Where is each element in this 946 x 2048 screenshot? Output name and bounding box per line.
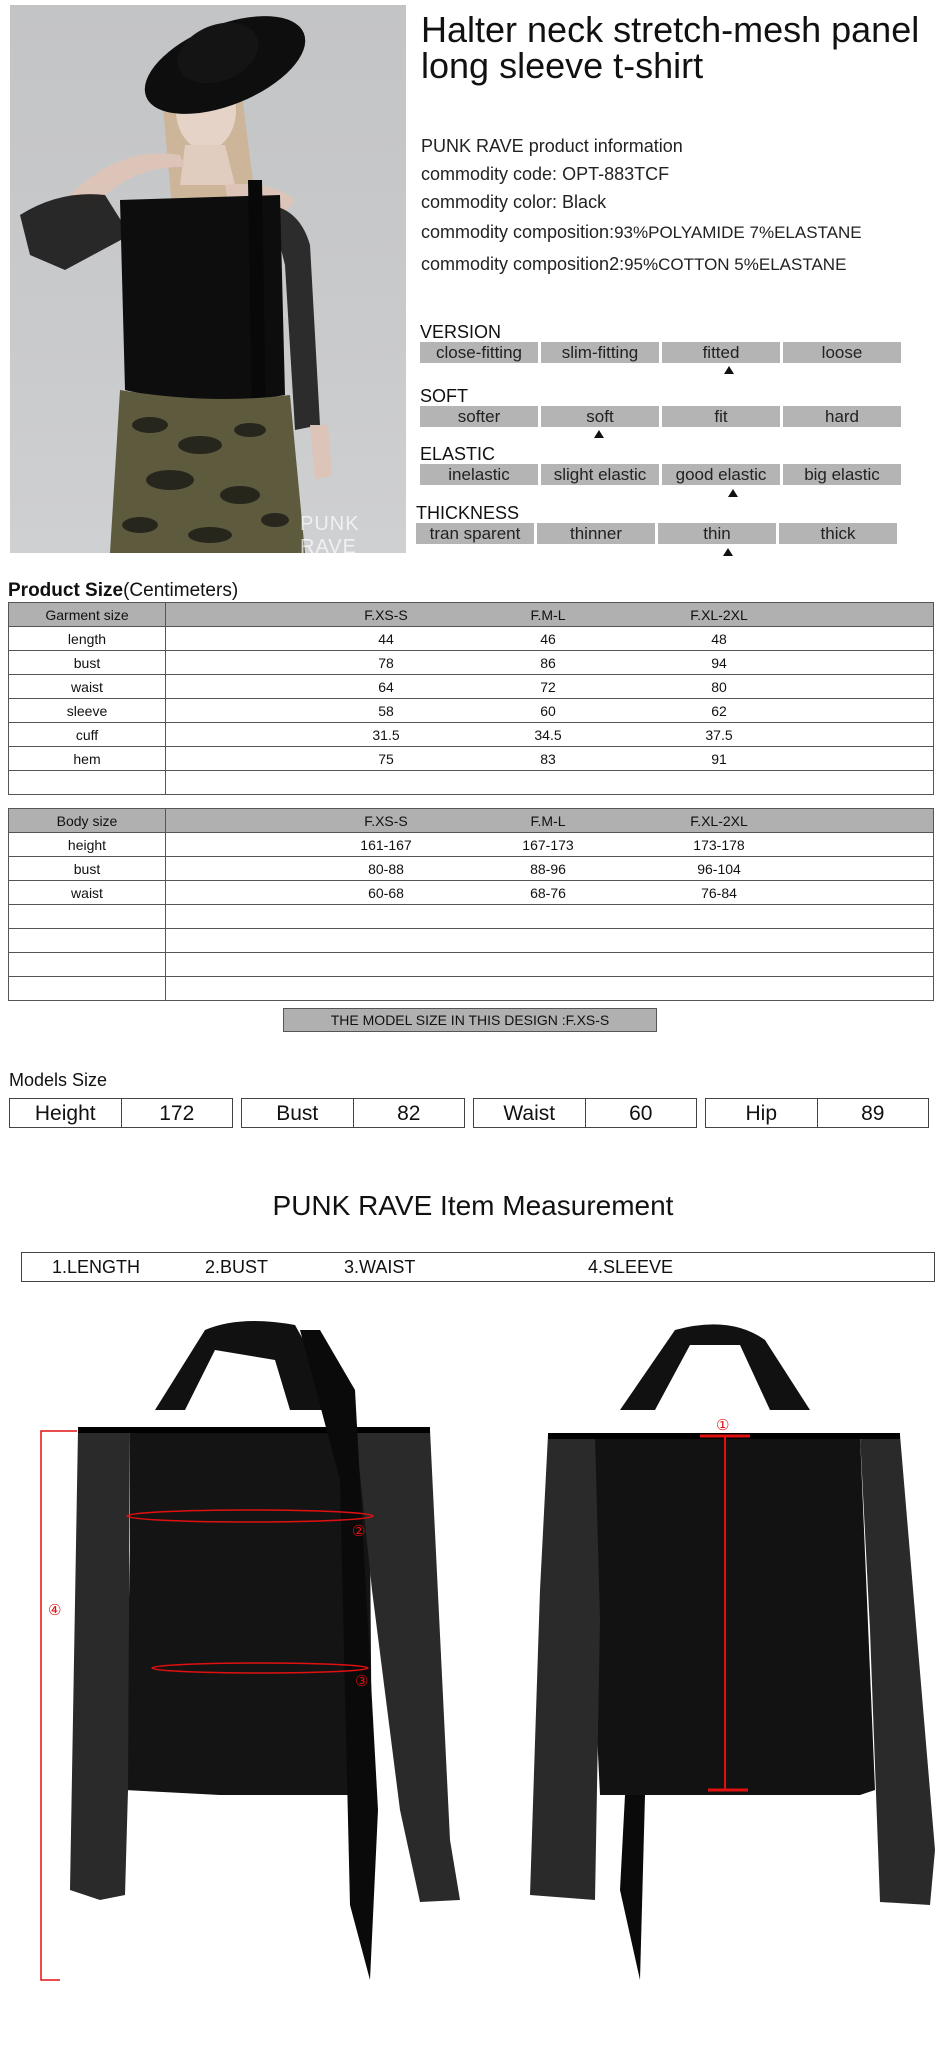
color-value: Black xyxy=(562,192,607,212)
marker-1: ① xyxy=(716,1416,730,1434)
table-cell: 58 xyxy=(378,702,394,719)
scale-option: big elastic xyxy=(783,464,901,485)
row-label: waist xyxy=(9,675,166,699)
row-values xyxy=(166,651,934,675)
table-cell: 48 xyxy=(711,630,727,647)
scale-option: fit xyxy=(662,406,780,427)
empty-cell xyxy=(166,929,934,953)
scale-option-selected: thin xyxy=(658,523,776,544)
table-cell: 44 xyxy=(378,630,394,647)
scale-elastic xyxy=(420,444,920,485)
table-row-empty xyxy=(9,929,934,953)
table-cell: 173-178 xyxy=(693,836,745,853)
row-values xyxy=(166,699,934,723)
header-cell: Garment size xyxy=(9,603,166,627)
scale-version xyxy=(420,322,920,363)
header-values xyxy=(166,809,934,833)
marker-4: ④ xyxy=(48,1601,62,1619)
row-label: cuff xyxy=(9,723,166,747)
legend-item: 2.BUST xyxy=(205,1257,269,1277)
commodity-code xyxy=(421,160,862,188)
table-cell: 91 xyxy=(711,750,727,767)
garment-back-image xyxy=(530,1324,935,1980)
model-measure-height xyxy=(9,1098,233,1128)
measure-value: 82 xyxy=(397,1102,421,1125)
heading-unit: (Centimeters) xyxy=(123,580,239,601)
measurement-title: PUNK RAVE Item Measurement xyxy=(272,1190,674,1221)
table-cell: 161-167 xyxy=(360,836,412,853)
composition2-value: 95%COTTON 5%ELASTANE xyxy=(624,255,847,274)
empty-cell xyxy=(9,771,166,795)
table-cell: 88-96 xyxy=(530,860,566,877)
row-label: waist xyxy=(9,881,166,905)
product-size-heading xyxy=(8,580,238,602)
composition-value: 93%POLYAMIDE 7%ELASTANE xyxy=(614,223,862,242)
table-row-empty xyxy=(9,905,934,929)
selected-marker-icon xyxy=(724,366,734,374)
empty-cell xyxy=(9,929,166,953)
table-row xyxy=(9,651,934,675)
measure-label: Bust xyxy=(242,1099,354,1127)
scale-option-selected: soft xyxy=(541,406,659,427)
model-measure-waist xyxy=(473,1098,697,1128)
header-cell: F.M-L xyxy=(530,606,566,623)
table-row xyxy=(9,723,934,747)
table-cell: 76-84 xyxy=(701,884,737,901)
empty-cell xyxy=(9,953,166,977)
empty-cell xyxy=(9,977,166,1001)
scale-option: inelastic xyxy=(420,464,538,485)
model-photo xyxy=(10,5,406,553)
garment-front-image xyxy=(70,1321,460,1980)
row-label: hem xyxy=(9,747,166,771)
scale-option: hard xyxy=(783,406,901,427)
measurement-diagram xyxy=(0,1290,946,2048)
code-label: commodity code: xyxy=(421,164,563,184)
selected-marker-icon xyxy=(594,430,604,438)
model-measure-bust xyxy=(241,1098,465,1128)
scale-option: loose xyxy=(783,342,901,363)
table-cell: 83 xyxy=(540,750,556,767)
empty-cell xyxy=(9,905,166,929)
measure-label: Hip xyxy=(706,1099,818,1127)
table-cell: 78 xyxy=(378,654,394,671)
legend-item: 1.LENGTH xyxy=(52,1257,141,1277)
row-label: height xyxy=(9,833,166,857)
table-row xyxy=(9,699,934,723)
product-info xyxy=(421,132,862,280)
scale-option: thinner xyxy=(537,523,655,544)
measure-label: Waist xyxy=(474,1099,586,1127)
table-row xyxy=(9,675,934,699)
table-cell: 37.5 xyxy=(705,726,733,743)
table-cell: 68-76 xyxy=(530,884,566,901)
scale-option: slight elastic xyxy=(541,464,659,485)
measure-value: 60 xyxy=(629,1102,653,1125)
table-header-row xyxy=(9,603,934,627)
table-cell: 80 xyxy=(711,678,727,695)
row-values xyxy=(166,857,934,881)
commodity-color xyxy=(421,188,862,216)
model-illustration xyxy=(10,5,406,553)
empty-cell xyxy=(166,977,934,1001)
garment-size-table xyxy=(8,602,934,795)
table-header-row xyxy=(9,809,934,833)
table-cell: 46 xyxy=(540,630,556,647)
heading-bold: Product Size xyxy=(8,580,124,601)
scale-option: thick xyxy=(779,523,897,544)
legend-item: 4.SLEEVE xyxy=(588,1257,674,1277)
row-values xyxy=(166,747,934,771)
row-values xyxy=(166,723,934,747)
body-size-table xyxy=(8,808,934,1001)
scale-thickness xyxy=(416,503,916,544)
table-row xyxy=(9,833,934,857)
table-cell: 80-88 xyxy=(368,860,404,877)
measure-value: 89 xyxy=(861,1102,885,1125)
table-cell: 31.5 xyxy=(372,726,400,743)
table-cell: 96-104 xyxy=(697,860,741,877)
models-size-title: Models Size xyxy=(9,1070,108,1090)
empty-cell xyxy=(166,905,934,929)
measure-value: 172 xyxy=(159,1102,195,1125)
brand-watermark: PUNK RAVE xyxy=(300,513,360,553)
row-values xyxy=(166,833,934,857)
table-cell: 72 xyxy=(540,678,556,695)
row-label: length xyxy=(9,627,166,651)
row-values xyxy=(166,627,934,651)
row-label: bust xyxy=(9,651,166,675)
scale-option: slim-fitting xyxy=(541,342,659,363)
marker-3: ③ xyxy=(355,1672,369,1690)
scale-option: close-fitting xyxy=(420,342,538,363)
table-cell: 64 xyxy=(378,678,394,695)
info-heading: PUNK RAVE product information xyxy=(421,136,683,156)
selected-marker-icon xyxy=(723,548,733,556)
composition2-label: commodity composition2: xyxy=(421,254,625,274)
table-cell: 86 xyxy=(540,654,556,671)
table-cell: 34.5 xyxy=(534,726,562,743)
model-size-note: THE MODEL SIZE IN THIS DESIGN :F.XS-S xyxy=(283,1008,657,1032)
header-cell: Body size xyxy=(9,809,166,833)
scale-label: THICKNESS xyxy=(416,503,520,523)
table-cell: 167-173 xyxy=(522,836,574,853)
empty-cell xyxy=(166,771,934,795)
scale-soft xyxy=(420,386,920,427)
scale-option-selected: good elastic xyxy=(662,464,780,485)
header-cell: F.XS-S xyxy=(364,606,408,623)
header-cell: F.XS-S xyxy=(364,812,408,829)
table-cell: 62 xyxy=(711,702,727,719)
color-label: commodity color: xyxy=(421,192,563,212)
row-values xyxy=(166,881,934,905)
models-size-row xyxy=(9,1098,929,1128)
scale-option-selected: fitted xyxy=(662,342,780,363)
table-row xyxy=(9,627,934,651)
empty-cell xyxy=(166,953,934,977)
scale-label: ELASTIC xyxy=(420,444,496,464)
table-row xyxy=(9,747,934,771)
table-cell: 75 xyxy=(378,750,394,767)
row-label: sleeve xyxy=(9,699,166,723)
scale-option: tran sparent xyxy=(416,523,534,544)
row-values xyxy=(166,675,934,699)
header-cell: F.XL-2XL xyxy=(690,812,748,829)
marker-2: ② xyxy=(352,1522,366,1540)
commodity-composition-2 xyxy=(421,248,862,280)
header-cell: F.M-L xyxy=(530,812,566,829)
header-cell: F.XL-2XL xyxy=(690,606,748,623)
code-value: OPT-883TCF xyxy=(562,164,670,184)
table-cell: 60-68 xyxy=(368,884,404,901)
scale-option: softer xyxy=(420,406,538,427)
table-cell: 94 xyxy=(711,654,727,671)
table-row-empty xyxy=(9,771,934,795)
selected-marker-icon xyxy=(728,489,738,497)
scale-label: VERSION xyxy=(420,322,502,342)
table-cell: 60 xyxy=(540,702,556,719)
table-row-empty xyxy=(9,977,934,1001)
measure-label: Height xyxy=(10,1099,122,1127)
row-label: bust xyxy=(9,857,166,881)
header-values xyxy=(166,603,934,627)
model-measure-hip xyxy=(705,1098,929,1128)
product-title: Halter neck stretch-mesh panel long sleeve t-shirt xyxy=(421,9,920,86)
commodity-composition xyxy=(421,216,862,248)
table-row-empty xyxy=(9,953,934,977)
measurement-legend xyxy=(21,1252,935,1282)
composition-label: commodity composition: xyxy=(421,222,615,242)
legend-item: 3.WAIST xyxy=(344,1257,416,1277)
table-row xyxy=(9,857,934,881)
scale-label: SOFT xyxy=(420,386,468,406)
table-row xyxy=(9,881,934,905)
